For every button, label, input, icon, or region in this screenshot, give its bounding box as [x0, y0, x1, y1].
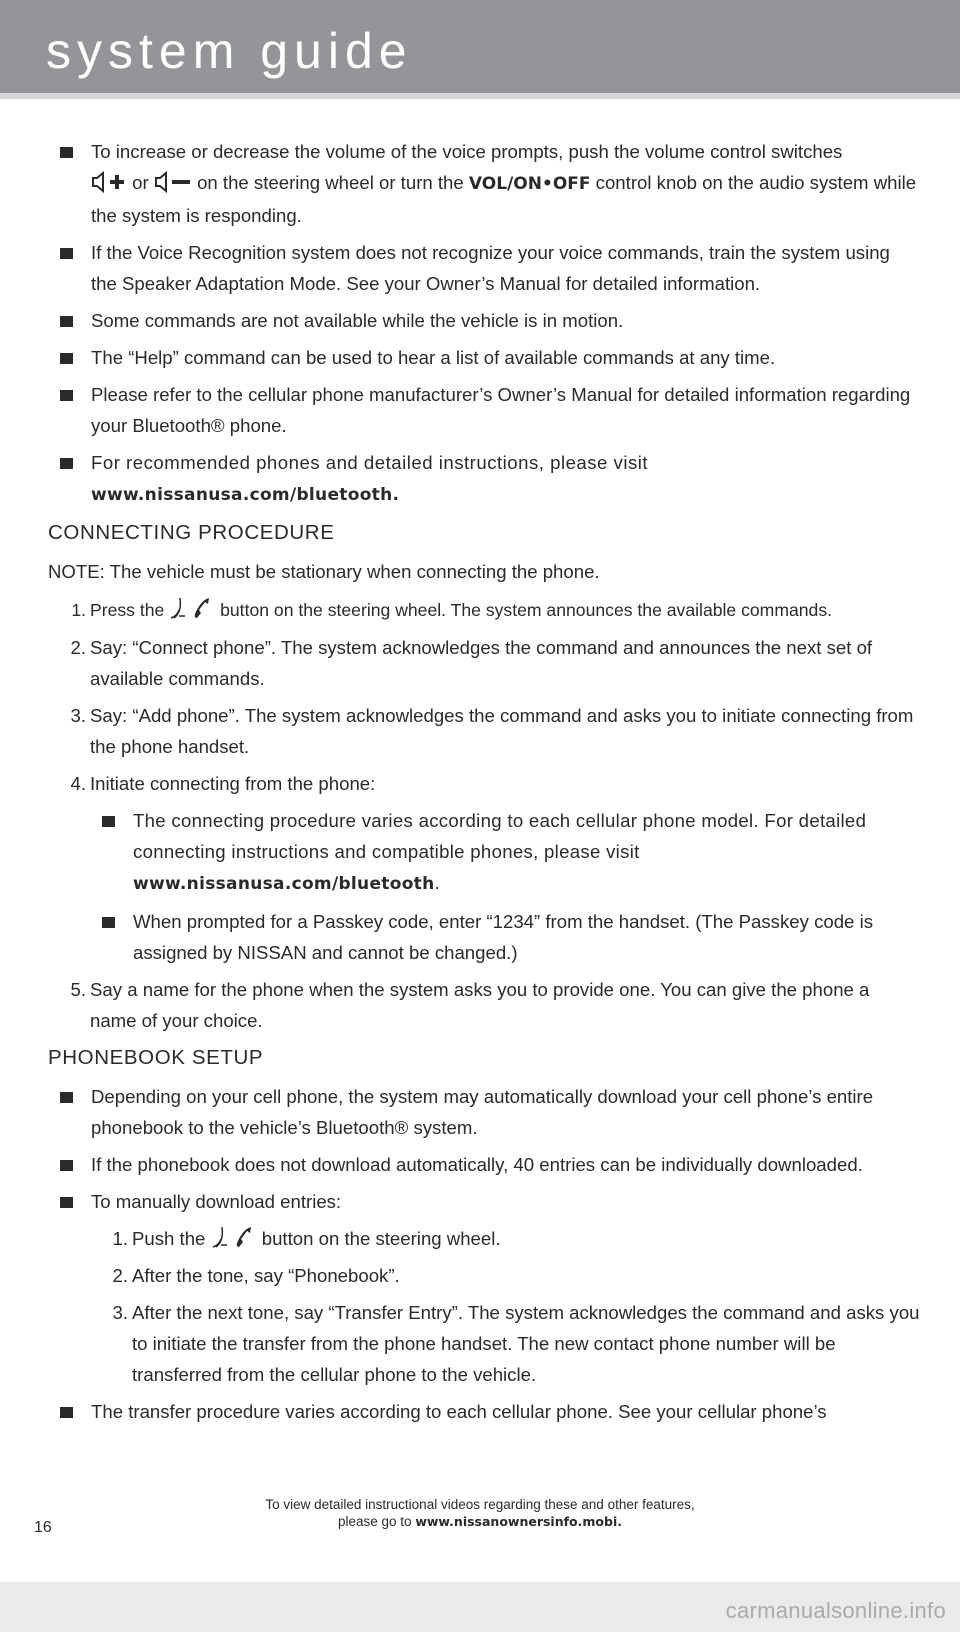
step-text: button on the steering wheel. The system announces the available commands.	[220, 600, 833, 620]
step-number: 3.	[112, 1302, 128, 1323]
step-3	[48, 700, 920, 762]
volume-down-icon	[154, 171, 192, 193]
page-title: system guide	[46, 23, 413, 79]
bullet-text: For recommended phones and detailed instructions, please visit	[91, 452, 649, 473]
bluetooth-url[interactable]: www.nissanusa.com/bluetooth.	[91, 485, 400, 505]
bullet-transfer-varies: The transfer procedure varies according to each cellular phone. See your cellular phone’s	[48, 1396, 920, 1427]
step-number: 5.	[70, 979, 86, 1000]
or-text: or	[132, 172, 149, 193]
pb-step-2	[90, 1260, 920, 1291]
talk-phone-button-icon	[211, 1225, 257, 1249]
pb-step-3	[90, 1297, 920, 1390]
talk-phone-button-icon	[169, 596, 215, 620]
step-number: 4.	[70, 773, 86, 794]
watermark: carmanualsonline.info	[725, 1598, 946, 1623]
step-text: Push the	[132, 1228, 206, 1249]
bullet-manual-download: To manually download entries:	[48, 1186, 920, 1217]
bullet-volume	[48, 136, 920, 231]
step-text: After the next tone, say “Transfer Entry”. The system acknowledges the command and asks you to initiate the transfer from the phone handset. The new contact phone number will be transferred from the cellular phone to the vehicle.	[132, 1302, 920, 1385]
step-5	[48, 974, 920, 1036]
step-number: 1.	[71, 600, 86, 620]
owners-info-url[interactable]: www.nissanownersinfo.mobi.	[415, 1514, 622, 1529]
bullet-recommended-phones	[48, 447, 920, 511]
step-number: 2.	[70, 637, 86, 658]
bullet-help: The “Help” command can be used to hear a list of available commands at any time.	[48, 342, 920, 373]
pb-step-1	[90, 1223, 920, 1254]
bullet-text: control knob on the audio system while the system is responding.	[91, 172, 917, 226]
footer-line: please go to	[338, 1514, 412, 1529]
bullet-text: .	[434, 872, 440, 893]
bullet-text: on the steering wheel or turn the	[197, 172, 464, 193]
step-text: Press the	[90, 600, 165, 620]
connecting-note: NOTE: The vehicle must be stationary when connecting the phone.	[48, 561, 600, 582]
phonebook-heading: PHONEBOOK SETUP	[48, 1046, 264, 1069]
step-text: Say: “Add phone”. The system acknowledges the command and asks you to initiate connecting from the phone handset.	[90, 705, 914, 757]
manual-download-steps	[90, 1223, 920, 1390]
header-divider	[0, 93, 960, 99]
step-text: After the tone, say “Phonebook”.	[132, 1265, 400, 1286]
step-4	[48, 768, 920, 799]
step-text: Say a name for the phone when the system asks you to provide one. You can give the phone a name of your choice.	[90, 979, 870, 1031]
header-bar	[0, 0, 960, 93]
step-text: Initiate connecting from the phone:	[90, 773, 376, 794]
page-number: 16	[34, 1519, 52, 1536]
content	[48, 136, 920, 1433]
bullet-text: To increase or decrease the volume of the voice prompts, push the volume control switches	[91, 141, 843, 162]
vol-knob-label: VOL/ON•OFF	[468, 174, 591, 194]
step-number: 3.	[70, 705, 86, 726]
subbullet-passkey: When prompted for a Passkey code, enter “1234” from the handset. (The Passkey code is assigned by NISSAN and cannot be changed.)	[90, 906, 920, 968]
bullet-auto-download: Depending on your cell phone, the system may automatically download your cell phone’s entire phonebook to the vehicle’s Bluetooth® system.	[48, 1081, 920, 1143]
footer-line: To view detailed instructional videos regarding these and other features,	[265, 1497, 695, 1512]
bullet-40-entries: If the phonebook does not download automatically, 40 entries can be individually downloaded.	[48, 1149, 920, 1180]
step-text: button on the steering wheel.	[261, 1228, 501, 1249]
footer-note	[220, 1496, 740, 1530]
bullet-motion: Some commands are not available while the vehicle is in motion.	[48, 305, 920, 336]
volume-up-icon	[91, 171, 127, 193]
connecting-heading: CONNECTING PROCEDURE	[48, 521, 335, 544]
step-text: Say: “Connect phone”. The system acknowledges the command and announces the next set of available commands.	[90, 637, 873, 689]
step-1	[48, 595, 920, 626]
step-number: 1.	[112, 1228, 128, 1249]
step-2	[48, 632, 920, 694]
step-number: 2.	[112, 1265, 128, 1286]
bullet-manufacturer: Please refer to the cellular phone manufacturer’s Owner’s Manual for detailed information regarding your Bluetooth® phone.	[48, 379, 920, 441]
bullet-speaker-adaptation: If the Voice Recognition system does not recognize your voice commands, train the system using the Speaker Adaptation Mode. See your Owner’s Manual for detailed information.	[48, 237, 920, 299]
bluetooth-url[interactable]: www.nissanusa.com/bluetooth	[133, 874, 435, 894]
subbullet-model-varies	[90, 805, 920, 900]
step-4-subbullets	[90, 805, 920, 968]
bullet-text: The connecting procedure varies according to each cellular phone model. For detailed connecting instructions and compatible phones, please visit	[133, 810, 867, 862]
